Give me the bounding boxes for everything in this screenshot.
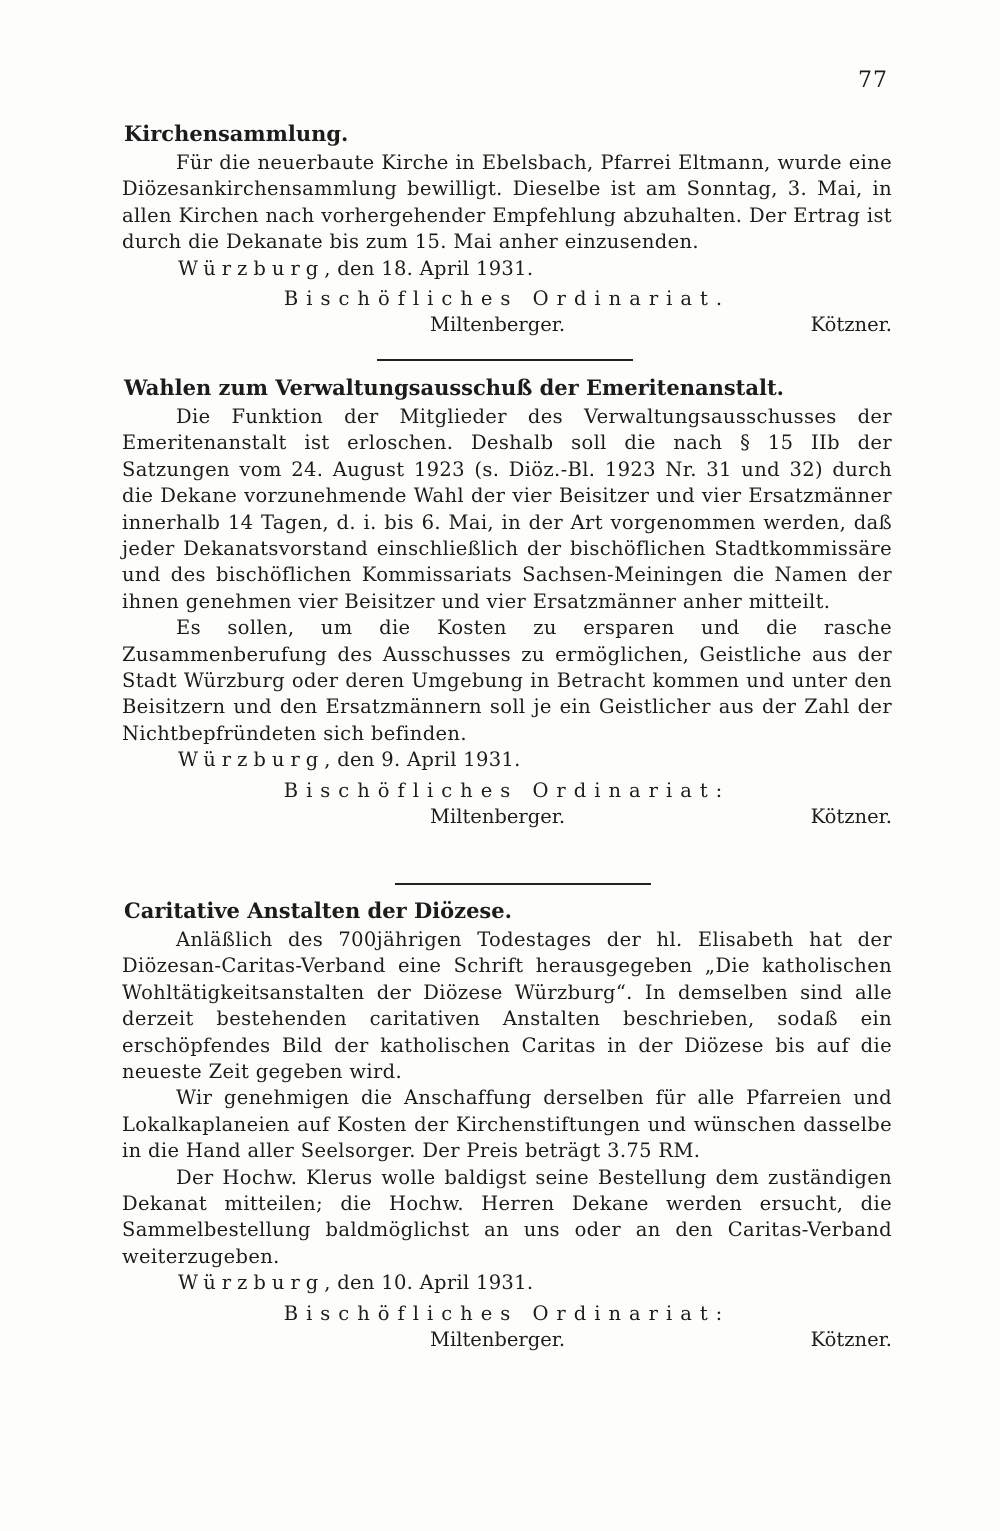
dateline [178, 1270, 892, 1297]
section-divider [377, 359, 633, 361]
section-kirchensammlung [122, 120, 892, 340]
office-name: Bischöfliches Ordinariat. [283, 287, 731, 311]
section-caritative-anstalten [122, 897, 892, 1355]
dateline-date: , den 18. April 1931. [324, 256, 534, 280]
dateline-place: Würzburg [178, 256, 325, 280]
dateline-date: , den 10. April 1931. [324, 1271, 534, 1295]
signatures [122, 312, 892, 340]
paragraph: Es sollen, um die Kosten zu ersparen und die rasche Zusammenberufung des Ausschusses zu ermöglichen, Geistliche aus der Stadt Würzburg oder deren Umgebung in Betracht kommen und unter den Beisitzern und den Ersatzmännern soll je ein Geistlicher aus der Zahl der Nichtbepfründeten sich befinden. [122, 616, 892, 745]
dateline [178, 747, 892, 774]
signer-right: Kötzner. [810, 313, 892, 337]
signer-right: Kötzner. [810, 804, 892, 828]
signatures [122, 804, 892, 832]
page-number: 77 [858, 68, 888, 93]
dateline-place: Würzburg [178, 748, 325, 772]
signer-left: Miltenberger. [430, 804, 566, 828]
dateline [178, 256, 892, 283]
dateline-place: Würzburg [178, 1271, 325, 1295]
signer-left: Miltenberger. [430, 1327, 566, 1351]
section-wahlen [122, 374, 892, 832]
signer-right: Kötzner. [810, 1327, 892, 1351]
office-name: Bischöfliches Ordinariat: [283, 1301, 731, 1325]
signer-left: Miltenberger. [430, 313, 566, 337]
section-divider [395, 883, 651, 885]
paragraph: Die Funktion der Mitglieder des Verwaltungsausschusses der Emeritenanstalt ist erloschen. Deshalb soll die nach § 15 IIb der Satzungen vom 24. August 1923 (s. Diöz.-Bl. 1923 Nr. 31 und 32) durch die Dekane vorzunehmende Wahl der vier Beisitzer und vier Ersatzmänner innerhalb 14 Tagen, d. i. bis 6. Mai, in der Art vorgenommen werden, daß jeder Dekanatsvorstand einschließlich der bischöflichen Stadtkommissäre und des bischöflichen Kommissariats Sachsen-Meiningen die Namen der ihnen genehmen vier Beisitzer und vier Ersatzmänner anher mitteilt. [122, 405, 892, 613]
section-heading: Wahlen zum Verwaltungsausschuß der Emeritenanstalt. [124, 375, 784, 400]
paragraph: Der Hochw. Klerus wolle baldigst seine Bestellung dem zuständigen Dekanat mitteilen; die Hochw. Herren Dekane werden ersucht, die Sammelbestellung baldmöglichst an uns oder an den Caritas-Verband weiterzugeben. [122, 1165, 892, 1268]
paragraph: Für die neuerbaute Kirche in Ebelsbach, Pfarrei Eltmann, wurde eine Diözesankirchensammlung bewilligt. Dieselbe ist am Sonntag, 3. Mai, in allen Kirchen nach vorhergehender Empfehlung abzuhalten. Der Ertrag ist durch die Dekanate bis zum 15. Mai anher einzusenden. [122, 151, 892, 254]
office-name: Bischöfliches Ordinariat: [283, 778, 731, 802]
paragraph: Wir genehmigen die Anschaffung derselben für alle Pfarreien und Lokalkaplaneien auf Kosten der Kirchenstiftungen und wünschen dasselbe in die Hand aller Seelsorger. Der Preis beträgt 3.75 RM. [122, 1086, 892, 1163]
paragraph: Anläßlich des 700jährigen Todestages der hl. Elisabeth hat der Diözesan-Caritas-Verband eine Schrift herausgegeben „Die katholischen Wohltätigkeitsanstalten der Diözese Würzburg“. In demselben sind alle derzeit bestehenden caritativen Anstalten beschrieben, sodaß ein erschöpfendes Bild der katholischen Caritas in der Diözese bis auf die neueste Zeit gegeben wird. [122, 928, 892, 1084]
signatures [122, 1327, 892, 1355]
section-heading: Kirchensammlung. [124, 121, 349, 146]
section-heading: Caritative Anstalten der Diözese. [124, 898, 512, 923]
dateline-date: , den 9. April 1931. [324, 748, 521, 772]
